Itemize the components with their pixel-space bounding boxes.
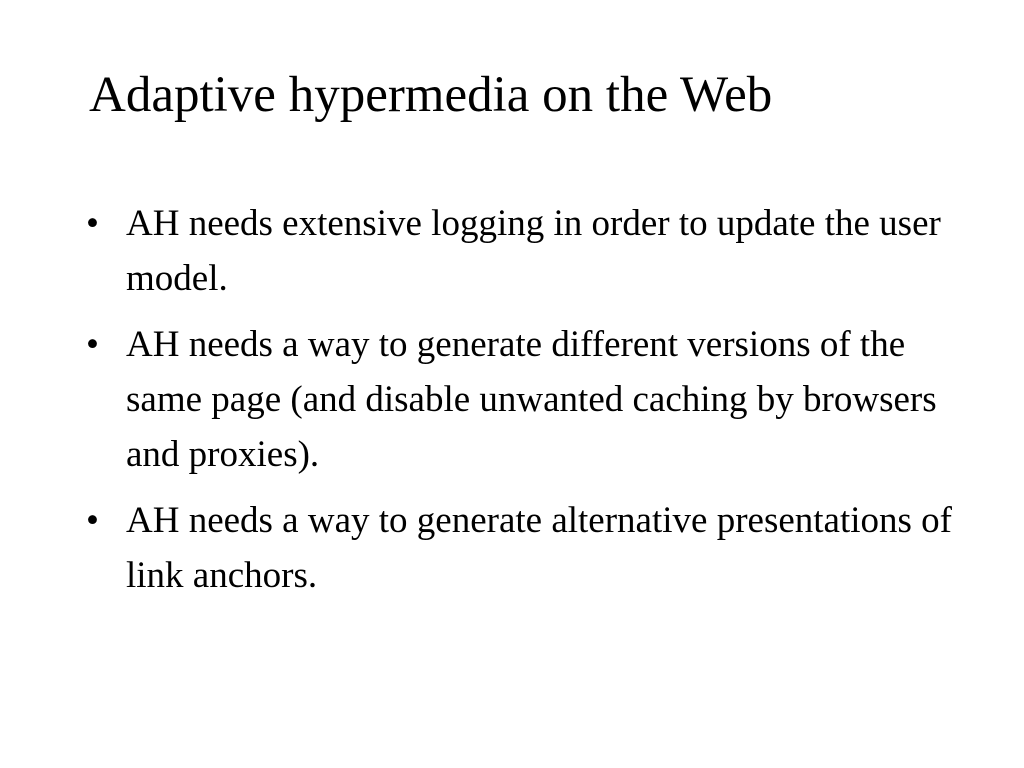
bullet-dot-icon: •	[86, 500, 99, 541]
bullet-dot-icon: •	[86, 324, 99, 365]
bullet-list	[86, 196, 966, 614]
bullet-text: AH needs a way to generate different versions of the same page (and disable unwanted caching by browsers and proxies).	[126, 324, 937, 475]
bullet-item	[86, 317, 966, 482]
slide-title: Adaptive hypermedia on the Web	[89, 67, 773, 123]
bullet-item	[86, 493, 966, 603]
bullet-text: AH needs a way to generate alternative presentations of link anchors.	[126, 500, 952, 596]
bullet-dot-icon: •	[86, 203, 99, 244]
bullet-item	[86, 196, 966, 306]
bullet-text: AH needs extensive logging in order to update the user model.	[126, 203, 941, 299]
